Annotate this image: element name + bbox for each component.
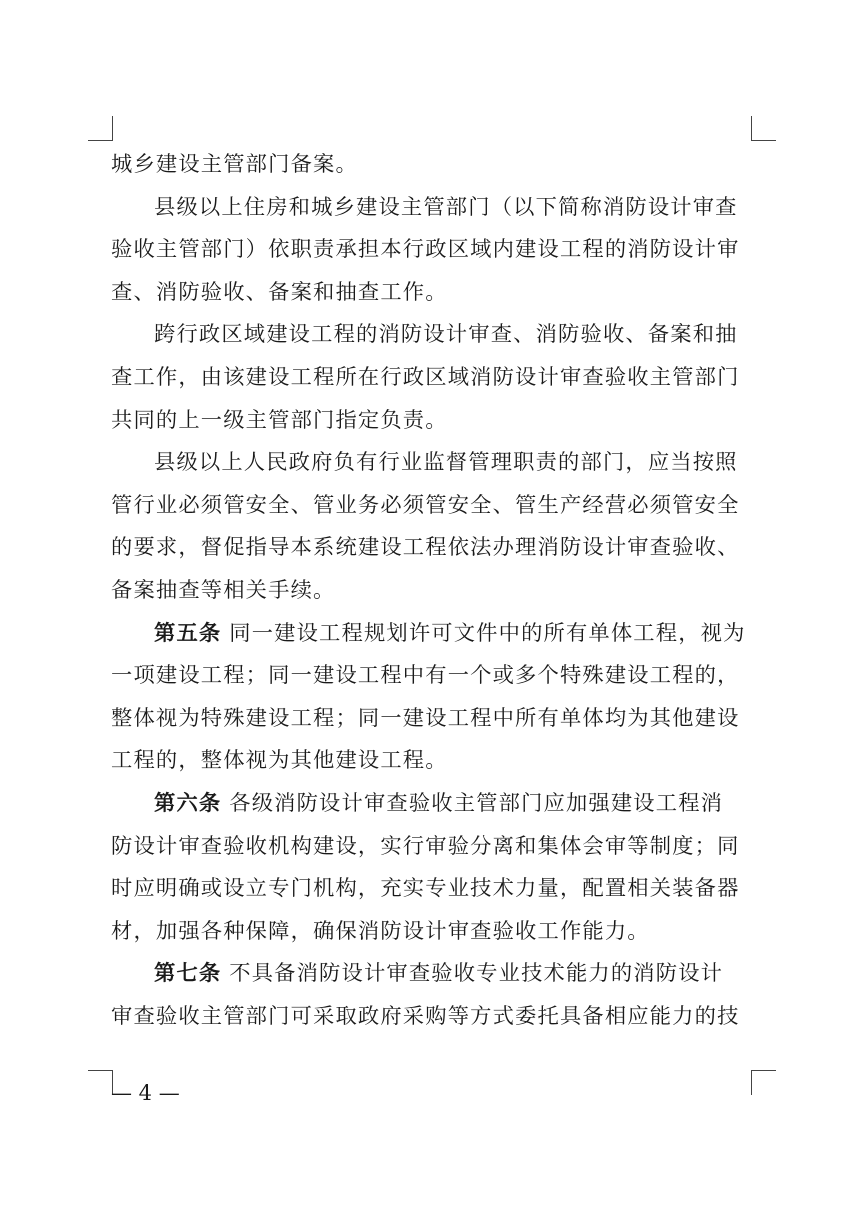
- body-line: 验收主管部门）依职责承担本行政区域内建设工程的消防设计审: [111, 237, 740, 263]
- body-line: 查、消防验收、备案和抽查工作。: [111, 279, 448, 305]
- body-line: 的要求，督促指导本系统建设工程依法办理消防设计审查验收、: [111, 535, 740, 561]
- article-number: 第五条: [154, 620, 222, 646]
- body-line: 查工作，由该建设工程所在行政区域消防设计审查验收主管部门: [111, 364, 740, 390]
- body-line: 工程的，整体视为其他建设工程。: [111, 748, 448, 774]
- crop-mark-bottom-left: [88, 1070, 113, 1095]
- body-line: 材，加强各种保障，确保消防设计审查验收工作能力。: [111, 918, 650, 944]
- crop-mark-top-right: [751, 116, 776, 141]
- body-line: 防设计审查验收机构建设，实行审验分离和集体会审等制度；同: [111, 833, 740, 859]
- article-first-line: [111, 613, 751, 656]
- body-line: 共同的上一级主管部门指定负责。: [111, 407, 448, 433]
- body-line: 城乡建设主管部门备案。: [111, 152, 358, 177]
- article-text: 同一建设工程规划许可文件中的所有单体工程，视为: [221, 620, 746, 646]
- body-line: 县级以上人民政府负有行业监督管理职责的部门，应当按照: [154, 450, 738, 476]
- body-line: 县级以上住房和城乡建设主管部门（以下简称消防设计审查: [154, 194, 738, 220]
- page-number: — 4 —: [111, 1081, 180, 1105]
- body-line: 跨行政区域建设工程的消防设计审查、消防验收、备案和抽: [154, 322, 738, 348]
- body-line: 管行业必须管安全、管业务必须管安全、管生产经营必须管安全: [111, 492, 740, 518]
- article-number: 第七条: [154, 961, 222, 987]
- article-text: 各级消防设计审查验收主管部门应加强建设工程消: [221, 790, 724, 816]
- body-line: 时应明确或设立专门机构，充实专业技术力量，配置相关装备器: [111, 876, 740, 902]
- article-first-line: [111, 783, 751, 826]
- body-line: 审查验收主管部门可采取政府采购等方式委托具备相应能力的技: [111, 1003, 740, 1029]
- crop-mark-bottom-right: [751, 1070, 776, 1095]
- crop-mark-top-left: [88, 116, 113, 141]
- article-number: 第六条: [154, 790, 222, 816]
- article-first-line: [111, 953, 751, 996]
- body-line: 一项建设工程；同一建设工程中有一个或多个特殊建设工程的，: [111, 663, 740, 689]
- article-text: 不具备消防设计审查验收专业技术能力的消防设计: [221, 961, 724, 987]
- body-line: 备案抽查等相关手续。: [111, 577, 336, 603]
- document-body: [111, 144, 751, 1038]
- body-line: 整体视为特殊建设工程；同一建设工程中所有单体均为其他建设: [111, 705, 740, 731]
